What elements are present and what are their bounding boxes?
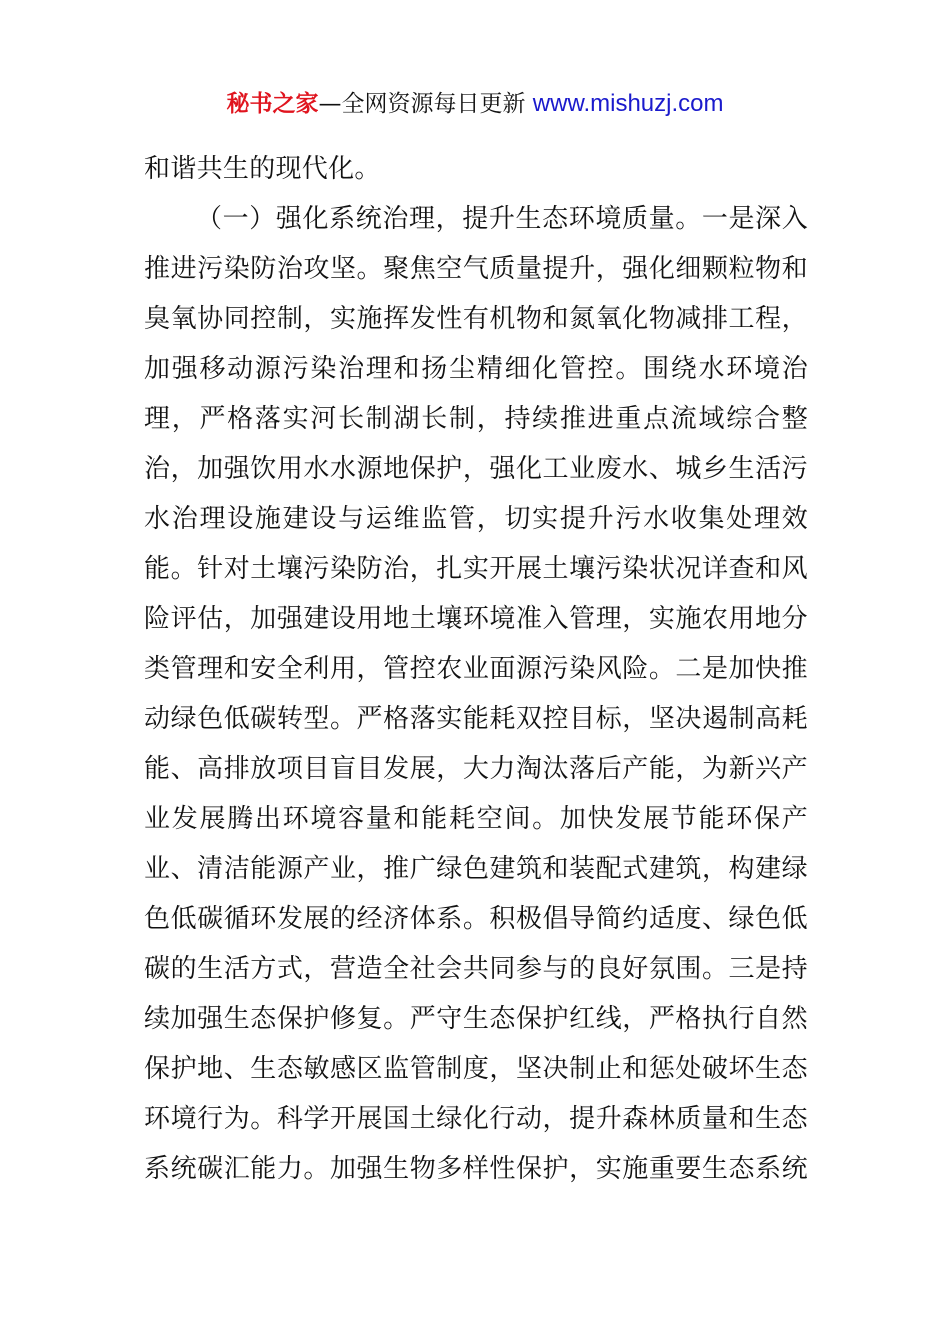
section-heading-line: （一）强化系统治理，提升生态环境质量。一是深入 [196,204,808,234]
text-line: 色低碳循环发展的经济体系。积极倡导简约适度、绿色低 [144,904,808,934]
text-line: 环境行为。科学开展国土绿化行动，提升森林质量和生态 [144,1104,808,1134]
document-body [144,144,808,1194]
text-line: 碳的生活方式，营造全社会共同参与的良好氛围。三是持 [144,954,808,984]
text-line: 能、高排放项目盲目发展，大力淘汰落后产能，为新兴产 [144,754,808,784]
text-line: 理，严格落实河长制湖长制，持续推进重点流域综合整 [144,404,808,434]
text-line: 险评估，加强建设用地土壤环境准入管理，实施农用地分 [144,604,808,634]
text-line: 治，加强饮用水水源地保护，强化工业废水、城乡生活污 [144,454,808,484]
text-line: 推进污染防治攻坚。聚焦空气质量提升，强化细颗粒物和 [144,254,808,284]
text-line: 续加强生态保护修复。严守生态保护红线，严格执行自然 [144,1004,808,1034]
text-line: 加强移动源污染治理和扬尘精细化管控。围绕水环境治 [144,354,808,384]
text-line: 臭氧协同控制，实施挥发性有机物和氮氧化物减排工程， [144,304,808,334]
brand-name: 秘书之家 [226,91,319,117]
header-tagline: —全网资源每日更新 [318,91,533,117]
page-header [0,88,950,120]
text-line: 保护地、生态敏感区监管制度，坚决制止和惩处破坏生态 [144,1054,808,1084]
text-line: 和谐共生的现代化。 [144,154,381,184]
text-line: 水治理设施建设与运维监管，切实提升污水收集处理效 [144,504,808,534]
text-line: 动绿色低碳转型。严格落实能耗双控目标，坚决遏制高耗 [144,704,808,734]
text-line: 类管理和安全利用，管控农业面源污染风险。二是加快推 [144,654,808,684]
text-line: 业、清洁能源产业，推广绿色建筑和装配式建筑，构建绿 [144,854,808,884]
website-link[interactable]: www.mishuzj.com [532,90,724,117]
text-line: 系统碳汇能力。加强生物多样性保护，实施重要生态系统 [144,1154,808,1184]
text-line: 业发展腾出环境容量和能耗空间。加快发展节能环保产 [144,804,808,834]
text-line: 能。针对土壤污染防治，扎实开展土壤污染状况详查和风 [144,554,808,584]
